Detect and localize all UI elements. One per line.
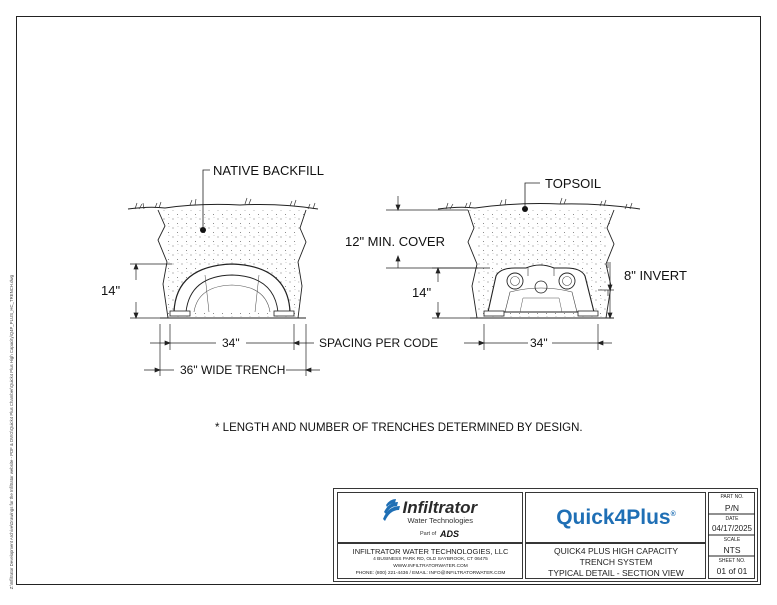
invert-label: 8" INVERT: [624, 268, 687, 283]
company-website: WWW.INFILTRATORWATER.COM: [393, 564, 468, 569]
date-value: 04/17/2025: [711, 524, 753, 533]
left-chamber-foot-r: [274, 311, 294, 316]
width-left-label: 34": [222, 336, 240, 350]
product-logo: [526, 506, 706, 530]
scale-value: NTS: [723, 545, 741, 555]
scale-label: SCALE: [723, 537, 741, 543]
product-logo-mark: ®: [670, 511, 676, 518]
product-logo-text: Quick4Plus: [556, 506, 671, 529]
part-no-label: PART NO.: [720, 494, 744, 500]
company-tagline: Water Technologies: [407, 516, 473, 525]
spacing-label: SPACING PER CODE: [319, 336, 439, 350]
company-address: 4 BUSINESS PARK RD, OLD SAYBROOK, CT 06475: [373, 557, 488, 562]
left-trench: [128, 170, 318, 318]
part-no-value: P/N: [724, 503, 740, 513]
left-chamber-foot-l: [170, 311, 190, 316]
width-right-label: 34": [530, 336, 548, 350]
infiltrator-logo-mark: [383, 499, 400, 521]
part-of-text: Part of: [420, 531, 437, 537]
company-name: INFILTRATOR WATER TECHNOLOGIES, LLC: [352, 547, 509, 556]
height-right-label: 14": [412, 285, 432, 300]
drawing-title-1: QUICK4 PLUS HIGH CAPACITY: [553, 546, 679, 556]
min-cover-label: 12" MIN. COVER: [345, 234, 445, 249]
right-chamber-port-r: [559, 273, 575, 289]
topsoil-label: TOPSOIL: [545, 176, 602, 191]
drawing-title-2: TRENCH SYSTEM: [579, 557, 653, 567]
right-chamber-port-c: [535, 281, 547, 293]
side-file-path: Z:\Infiltrator Development Archive\Drawings for the Infiltrator website - PDF & DWG\Quick4 Plus Chamber\Quick4 Plus High Capacity\Q4P_PLUS_HC_TRENCH.dwg: [8, 275, 14, 590]
right-ground-line: [438, 204, 640, 210]
drawing-title-3: TYPICAL DETAIL - SECTION VIEW: [548, 568, 684, 578]
right-chamber-port-l: [507, 273, 523, 289]
height-left-label: 14": [101, 283, 121, 298]
company-logo-text: Infiltrator: [402, 498, 478, 517]
design-note: * LENGTH AND NUMBER OF TRENCHES DETERMINED BY DESIGN.: [215, 422, 583, 434]
right-chamber-foot-l: [484, 311, 504, 316]
sheet-label: SHEET NO.: [718, 558, 746, 564]
ads-logo: ADS: [440, 529, 460, 539]
right-chamber-foot-r: [578, 311, 598, 316]
sheet-value: 01 of 01: [716, 566, 748, 576]
trench-width-label: 36" WIDE TRENCH: [180, 363, 286, 377]
topsoil-leader: [525, 183, 540, 209]
native-backfill-label: NATIVE BACKFILL: [213, 163, 325, 178]
date-label: DATE: [725, 516, 739, 522]
company-contact: PHONE: (800) 221-4436 / EMAIL: INFO@INFILTRATORWATER.COM: [355, 571, 506, 576]
sheet-border: [17, 17, 761, 585]
